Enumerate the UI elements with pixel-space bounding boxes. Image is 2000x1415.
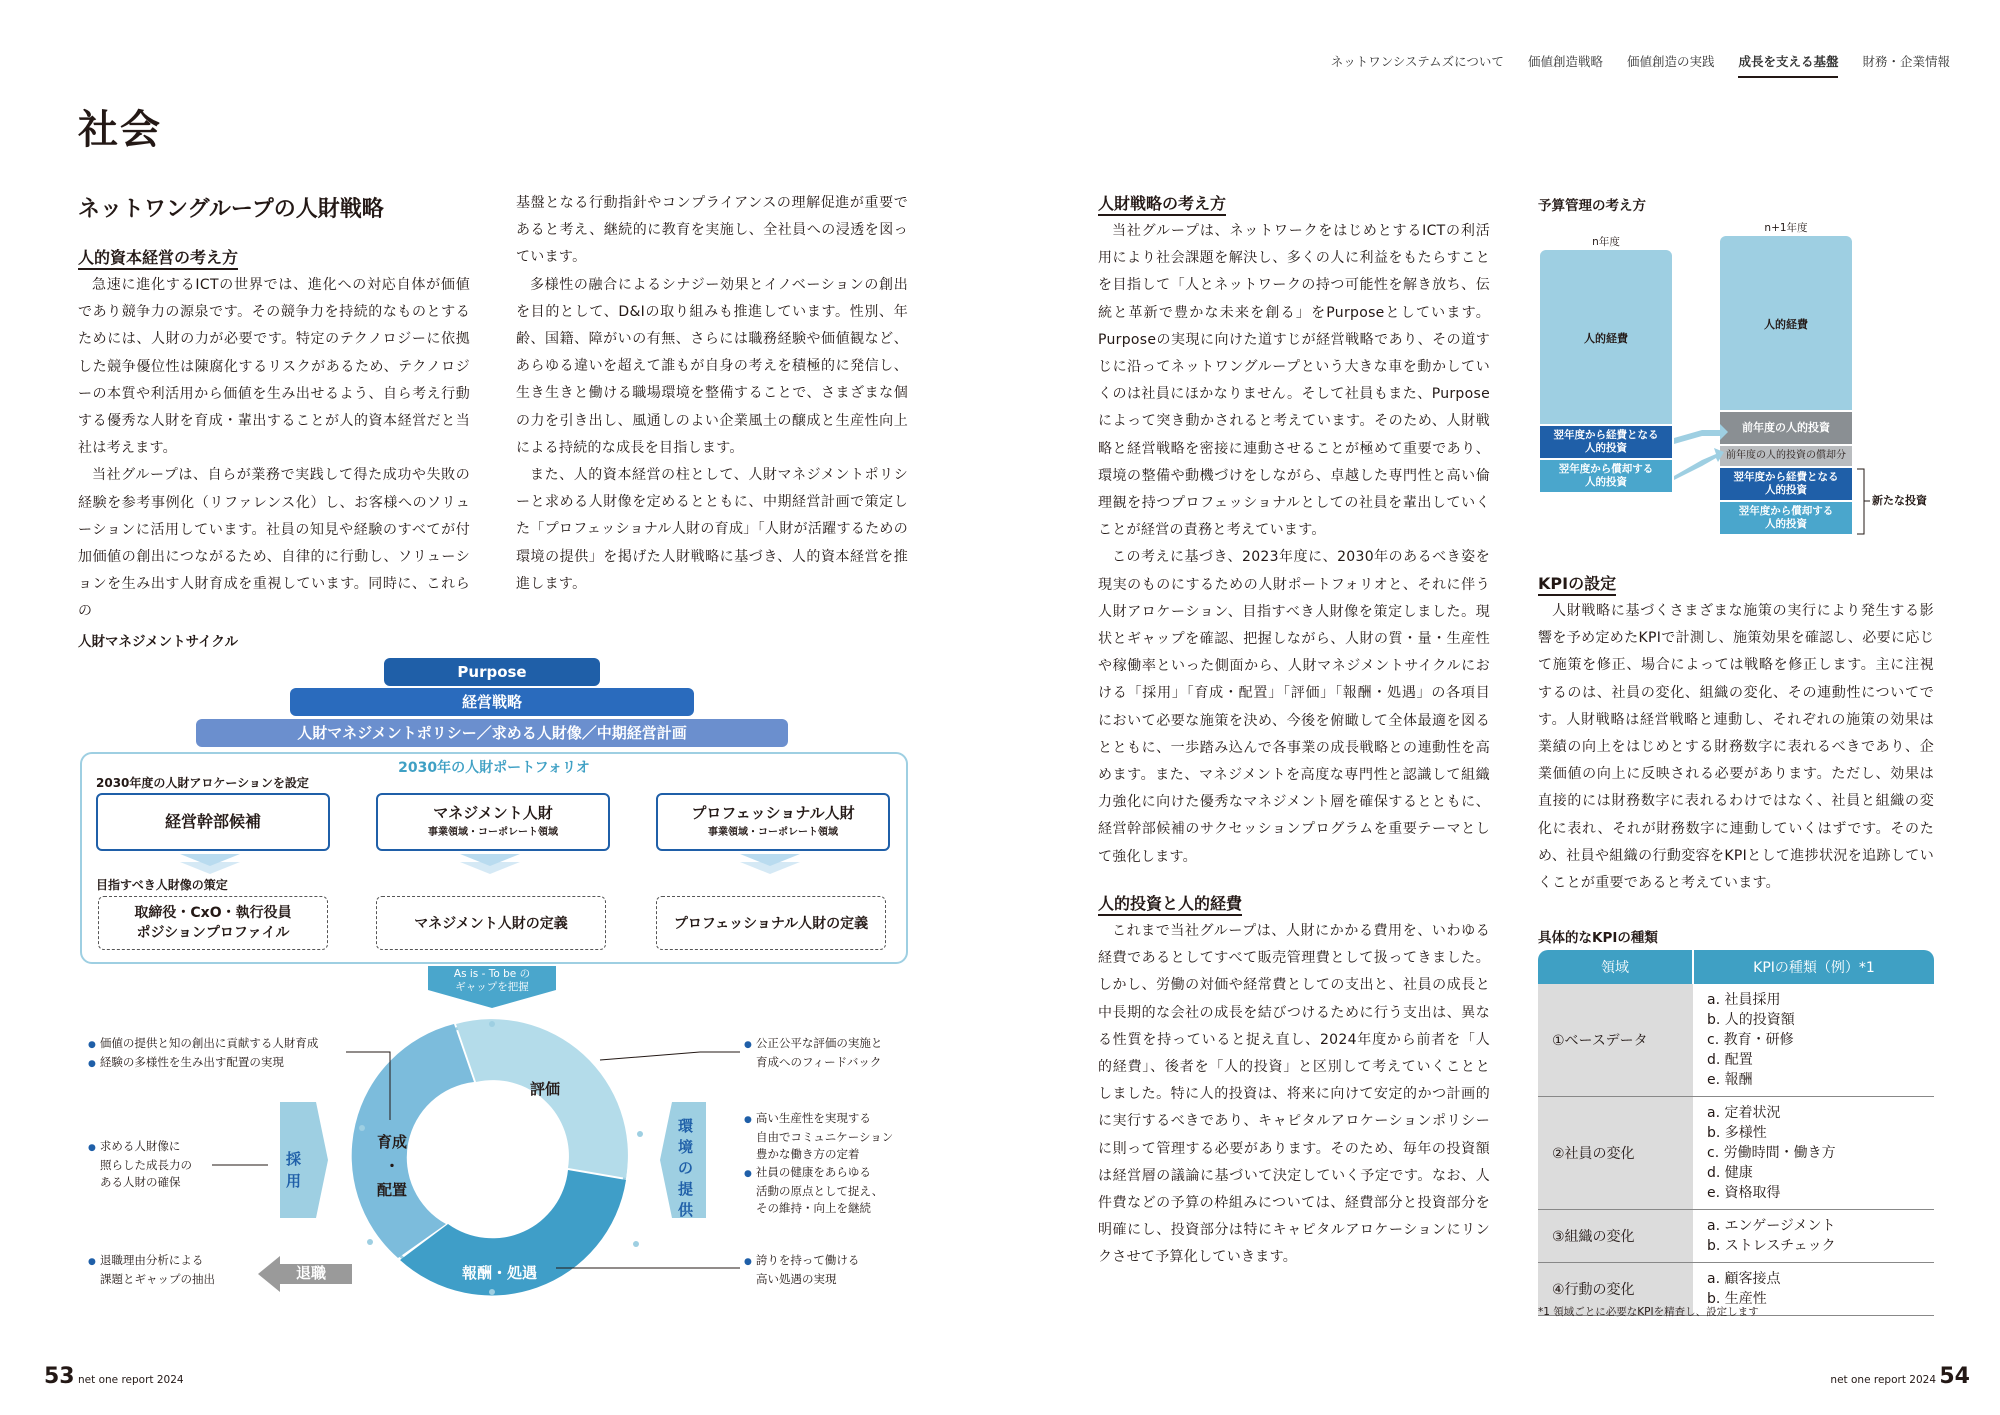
asis-line: As is - To be の xyxy=(453,968,531,980)
note-line: ● 求める人財像に xyxy=(88,1138,192,1157)
label-line: 人的投資 xyxy=(1585,476,1627,488)
box-line: 取締役・CxO・執行役員 xyxy=(134,905,292,921)
budget-n-invest-amort-label xyxy=(1540,463,1672,489)
budget-caption: 予算管理の考え方 xyxy=(1538,198,1646,214)
table-header xyxy=(1538,950,1934,984)
kpi-item: d. 配置 xyxy=(1707,1052,1753,1068)
portfolio-title: 2030年の人財ポートフォリオ xyxy=(398,760,590,776)
note-compensation xyxy=(744,1252,859,1288)
new-investment-bracket xyxy=(1856,468,1870,536)
kpi-item: b. 多様性 xyxy=(1707,1125,1767,1141)
note-line: 育成へのフィードバック xyxy=(756,1055,882,1069)
paragraph: この考えに基づき、2023年度に、2030年のあるべき姿を現実のものにするための人財ポートフォリオと、それに伴う人財アロケーション、目指すべき人財像を策定しました。現状とギャップを確認、把握しながら、人財の質・量・生産性や稼働率といった側面から、人財マネジメントサイクルにおける「採用」「育成・配置」「評価」「報酬・処遇」の各項目において必要な施策を決め、今後を俯瞰して全体最適を図るとともに、一歩踏み込んで各事業の成長戦略との連動性を高めます。また、マネジメントを高度な専門性と認識して組織力強化に向けた優秀なマネジメント層を確保するとともに、経営幹部候補のサクセッションプログラムを重要テーマとして強化します。 xyxy=(1098,549,1490,865)
note-line: ● 誇りを持って働ける xyxy=(744,1252,859,1271)
box-subtitle: 事業領域・コーポレート領域 xyxy=(428,827,558,838)
label-line: 人的投資 xyxy=(1765,518,1807,530)
label-line: 人的投資 xyxy=(1585,442,1627,454)
allocation-label: 2030年度の人財アロケーションを設定 xyxy=(96,776,309,790)
policy-bar: 人財マネジメントポリシー／求める人財像／中期経営計画 xyxy=(196,719,788,747)
kpi-items xyxy=(1693,1210,1934,1263)
label-evaluation: 評価 xyxy=(530,1080,561,1098)
paragraph: また、人的資本経営の柱として、人財マネジメントポリシーと求める人財像を定めるとともに、中期経営計画で策定した「プロフェッショナル人財の育成」「人財が活躍するための環境の提供」を掲げた人財戦略に基づき、人的資本経営を推進します。 xyxy=(516,467,908,592)
table-row xyxy=(1538,984,1934,1097)
kpi-footnote: *1 領域ごとに必要なKPIを精査し、設定します xyxy=(1538,1306,1759,1318)
paragraph: 多様性の融合によるシナジー効果とイノベーションの創出を目的として、D&Iの取り組みも推進しています。性別、年齢、国籍、障がいの有無、さらには職務経験や価値観など、あらゆる違いを超えて誰もが自身の考えを積極的に発信し、生き生きと働ける職場環境を整備することで、さまざまな個の力を引き出し、風通しのよい企業風土の醸成と生産性向上による持続的な成長を目指します。 xyxy=(516,276,908,456)
label-line: 環 xyxy=(678,1117,694,1135)
label-line: ・ xyxy=(384,1157,400,1175)
kpi-item: a. 定着状況 xyxy=(1707,1105,1781,1121)
note-line: 照らした成長力の xyxy=(100,1158,192,1172)
kpi-item: b. 生産性 xyxy=(1707,1291,1767,1307)
label-line: 提 xyxy=(678,1180,694,1198)
asis-line: ギャップを把握 xyxy=(455,981,529,993)
note-development xyxy=(88,1035,318,1073)
label-line: 翌年度から償却する xyxy=(1558,463,1654,475)
right-column-1 xyxy=(1098,218,1490,871)
header-domain: 領域 xyxy=(1538,950,1693,984)
kpi-text xyxy=(1538,598,1934,897)
box-title: プロフェッショナル人財 xyxy=(691,804,855,822)
nav-item-financial[interactable]: 財務・企業情報 xyxy=(1862,54,1950,69)
label-line: 育成 xyxy=(376,1133,407,1151)
note-line: 課題とギャップの抽出 xyxy=(100,1272,215,1286)
label-line: 採 xyxy=(286,1150,302,1168)
heading-investment: 人的投資と人的経費 xyxy=(1098,894,1242,916)
paragraph: 急速に進化するICTの世界では、進化への対応自体が価値であり競争力の源泉です。その競争力を持続的なものとするためには、人財の力が必要です。特定のテクノロジーに依拠した競争優位性は陳腐化するリスクがあるため、テクノロジーの本質や利活用から価値を生み出せるよう、自ら考え行動する優秀な人財を育成・輩出することが人的資本経営だと当社は考えます。 xyxy=(78,277,470,457)
footer-text-left: net one report 2024 xyxy=(78,1374,184,1386)
box-line: ポジションプロファイル xyxy=(136,925,290,941)
note-line: ● 価値の提供と知の創出に貢献する人財育成 xyxy=(88,1035,318,1054)
kpi-caption: 具体的なKPIの種類 xyxy=(1538,930,1658,946)
budget-n1-expense-label: 人的経費 xyxy=(1764,318,1808,331)
nav-item-value-strategy[interactable]: 価値創造戦略 xyxy=(1527,54,1603,69)
budget-col-n: n年度 xyxy=(1592,236,1620,248)
kpi-item: a. エンゲージメント xyxy=(1707,1218,1836,1234)
executive-candidate-box: 経営幹部候補 xyxy=(96,793,330,851)
kpi-item: b. 人的投資額 xyxy=(1707,1012,1795,1028)
paragraph: 基盤となる行動指針やコンプライアンスの理解促進が重要であると考え、継続的に教育を実施し、全社員への浸透を図っています。 xyxy=(516,195,908,266)
kpi-item: e. 資格取得 xyxy=(1707,1185,1781,1201)
label-line: 配置 xyxy=(376,1181,407,1199)
label-line: 境 xyxy=(678,1138,694,1156)
management-definition-box: マネジメント人財の定義 xyxy=(376,896,606,950)
kpi-item: a. 社員採用 xyxy=(1707,992,1781,1008)
page-number-left: 53 xyxy=(44,1364,75,1389)
note-line: ● 公正公平な評価の実施と xyxy=(744,1035,882,1054)
box-subtitle: 事業領域・コーポレート領域 xyxy=(708,827,838,838)
note-line: ● 退職理由分析による xyxy=(88,1252,215,1271)
paragraph: 当社グループは、自らが業務で実践して得た成功や失敗の経験を参考事例化（リファレンス化）し、お客様へのソリューションに活用しています。社員の知見や経験のすべてが付加価値の創出につながるため、自律的に行動し、ソリューションを生み出す人財育成を重視しています。同時に、これらの xyxy=(78,467,470,620)
nav-item-foundation[interactable]: 成長を支える基盤 xyxy=(1738,52,1838,78)
label-line: の xyxy=(678,1159,694,1177)
kpi-domain: ②社員の変化 xyxy=(1538,1097,1693,1210)
note-line: 高い処遇の実現 xyxy=(756,1272,837,1286)
heading-human-capital: 人的資本経営の考え方 xyxy=(78,248,238,270)
note-evaluation xyxy=(744,1035,882,1071)
kpi-item: e. 報酬 xyxy=(1707,1072,1753,1088)
paragraph: 人財戦略に基づくさまざまな施策の実行により発生する影響を予め定めたKPIで計測し、施策効果を確認し、必要に応じて施策を修正、場合によっては戦略を修正します。主に注視するのは、社員の変化、組織の変化、その連動性についてです。人財戦略は経営戦略と連動し、それぞれの施策の効果は業績の向上をはじめとする財務数字に表れるべきであり、企業価値の向上に反映される必要があります。ただし、効果は直接的には財務数字に表れるわけではなく、社員と組織の変化に表れ、それが財務数字に連動していくはずです。そのため、社員や組織の行動変容をKPIとして進捗状況を追跡していくことが重要であると考えています。 xyxy=(1538,603,1934,892)
page-title: 社会 xyxy=(78,107,162,153)
table-row xyxy=(1538,1210,1934,1263)
target-label: 目指すべき人財像の策定 xyxy=(96,878,228,892)
purpose-bar: Purpose xyxy=(384,658,600,686)
kpi-item: c. 労働時間・働き方 xyxy=(1707,1145,1836,1161)
note-line: 豊かな働き方の定着 xyxy=(756,1147,860,1161)
kpi-table xyxy=(1538,950,1934,1316)
label-line: 翌年度から償却する xyxy=(1738,505,1834,517)
budget-n1-prev-amort: 前年度の人的投資の償却分 xyxy=(1720,446,1852,466)
nav-item-value-practice[interactable]: 価値創造の実践 xyxy=(1626,54,1715,69)
label-line: 翌年度から経費となる xyxy=(1553,429,1659,441)
box-title: マネジメント人財 xyxy=(433,804,553,822)
note-line: その維持・向上を継続 xyxy=(756,1201,871,1215)
kpi-domain: ④行動の変化 xyxy=(1538,1263,1693,1316)
nav-item-about[interactable]: ネットワンシステムズについて xyxy=(1330,54,1504,69)
new-investment-label: 新たな投資 xyxy=(1872,494,1927,507)
kpi-item: a. 顧客接点 xyxy=(1707,1271,1781,1287)
professional-definition-box: プロフェッショナル人財の定義 xyxy=(656,896,886,950)
kpi-item: d. 健康 xyxy=(1707,1165,1753,1181)
diagram-caption: 人財マネジメントサイクル xyxy=(78,634,238,650)
heading-kpi: KPIの設定 xyxy=(1538,574,1616,596)
kpi-items xyxy=(1693,984,1934,1097)
kpi-domain: ①ベースデータ xyxy=(1538,984,1693,1097)
note-environment-work xyxy=(744,1110,893,1163)
right-column-1b xyxy=(1098,918,1490,1272)
note-line: ● 高い生産性を実現する xyxy=(744,1110,893,1129)
label-retire: 退職 xyxy=(296,1264,327,1282)
strategy-bar: 経営戦略 xyxy=(290,688,694,716)
budget-col-n1: n+1年度 xyxy=(1764,222,1808,234)
table-row xyxy=(1538,1097,1934,1210)
label-line: 翌年度から経費となる xyxy=(1733,471,1839,483)
kpi-domain: ③組織の変化 xyxy=(1538,1210,1693,1263)
label-line: 用 xyxy=(286,1172,302,1190)
page-number-right: 54 xyxy=(1939,1364,1970,1389)
budget-arrows xyxy=(1672,420,1792,540)
kpi-item: b. ストレスチェック xyxy=(1707,1238,1836,1254)
note-line: ある人財の確保 xyxy=(100,1175,181,1189)
note-line: 自由でコミュニケーション xyxy=(756,1130,894,1144)
header-kpi-type: KPIの種類（例）*1 xyxy=(1693,950,1934,984)
note-line: 活動の原点として捉え、 xyxy=(756,1184,884,1198)
budget-n-expense-label: 人的経費 xyxy=(1584,332,1628,345)
note-retire xyxy=(88,1252,215,1288)
label-compensation: 報酬・処遇 xyxy=(462,1264,538,1282)
heading-talent-strategy: 人財戦略の考え方 xyxy=(1098,194,1226,216)
note-recruit xyxy=(88,1138,192,1191)
footer-text-right: net one report 2024 xyxy=(1830,1374,1936,1386)
paragraph: 当社グループは、ネットワークをはじめとするICTの利活用により社会課題を解決し、多くの人に利益をもたらすことを目指して「人とネットワークの持つ可能性を解き放ち、伝統と革新で豊かな未来を創る」をPurposeとしています。Purposeの実現に向けた道すじが経営戦略であり、その道すじに沿ってネットワングループという大きな車を動かしていくのは社員にほかなりません。そして社員もまた、Purposeによって突き動かされると考えています。そのため、人財戦略と経営戦略を密接に連動させることが極めて重要であり、環境の整備や動機づけをしながら、卓越した専門性と高い倫理観を持つプロフェッショナルとしての社員を輩出していくことが経営の責務と考えています。 xyxy=(1098,223,1490,539)
label-line: 供 xyxy=(678,1201,694,1219)
paragraph: これまで当社グループは、人財にかかる費用を、いわゆる経費であるとしてすべて販売管理費として扱ってきました。しかし、労働の対価や経常費としての支出と、社員の成長と中長期的な会社の成長を結びつけるために行う支出は、異なる性質を持っていると捉え直し、2024年度から前者を「人的経費」、後者を「人的投資」と区別して考えていくこととしました。特に人的投資は、将来に向けて安定的かつ計画的に実行するべきであり、キャピタルアロケーションポリシーに則って管理する必要があります。そのため、毎年の投資額は経営層の議論に基づいて決定していく予定です。なお、人件費などの予算の枠組みについては、経費部分と投資部分を明確にし、投資部分は特にキャピタルアロケーションにリンクさせて予算化していきます。 xyxy=(1098,923,1490,1266)
note-line: ● 経験の多様性を生み出す配置の実現 xyxy=(88,1054,318,1073)
budget-n1-prev-invest: 前年度の人的投資 xyxy=(1720,412,1852,444)
note-line: ● 社員の健康をあらゆる xyxy=(744,1164,883,1183)
section-title: ネットワングループの人財戦略 xyxy=(78,197,384,222)
kpi-items xyxy=(1693,1097,1934,1210)
label-line: 人的投資 xyxy=(1765,484,1807,496)
kpi-item: c. 教育・研修 xyxy=(1707,1032,1794,1048)
note-environment-health xyxy=(744,1164,883,1217)
budget-n-invest-expense-label xyxy=(1540,429,1672,455)
